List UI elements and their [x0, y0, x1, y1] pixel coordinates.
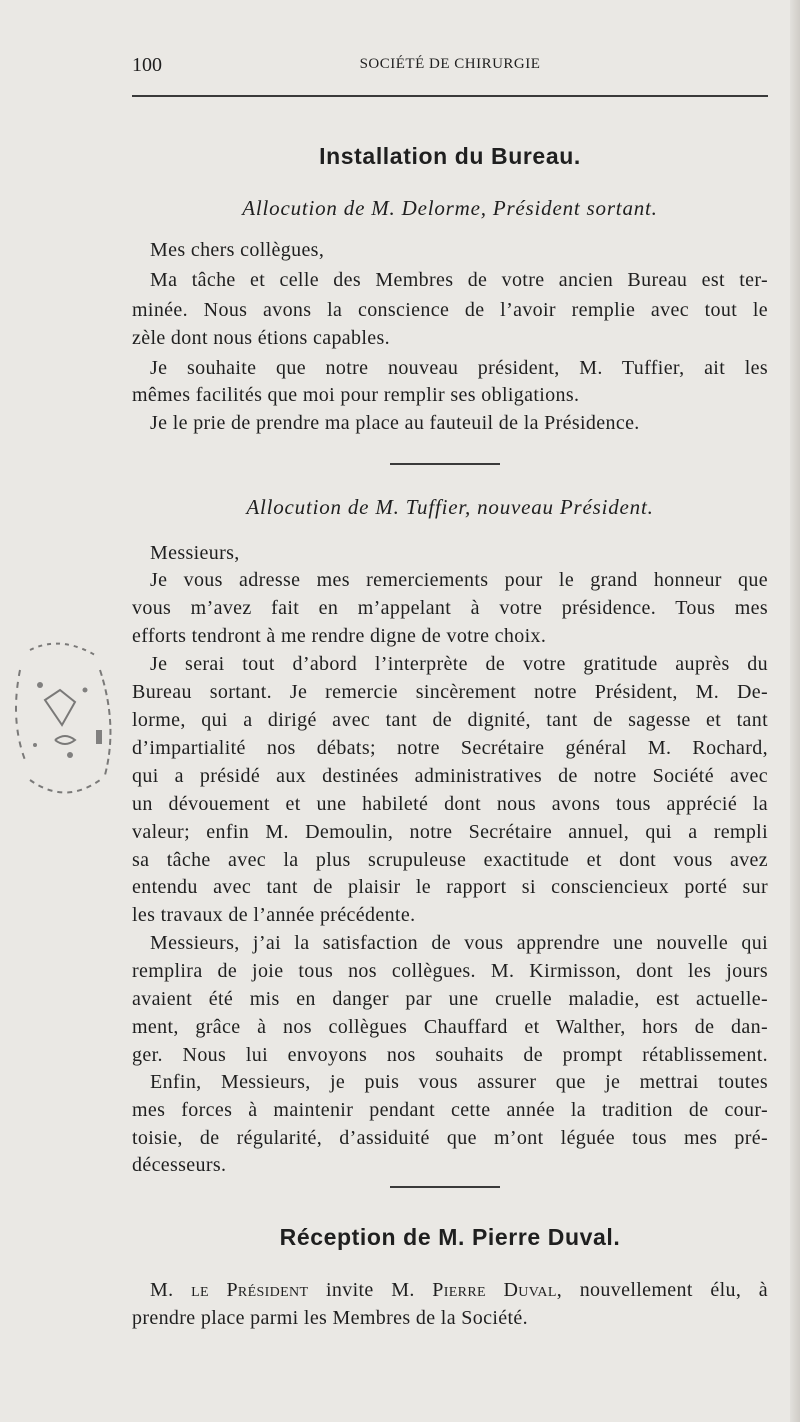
text-line: Je serai tout d’abord l’interprète de votre gratitude auprès du: [150, 653, 768, 675]
text-line: ger. Nous lui envoyons nos souhaits de prompt rétablissement.: [132, 1044, 768, 1066]
text-line: minée. Nous avons la conscience de l’avoir remplie avec tout le: [132, 299, 768, 321]
text-line: Je le prie de prendre ma place au fauteuil de la Présidence.: [150, 412, 640, 434]
subtitle-delorme: Allocution de M. Delorme, Président sortant.: [242, 196, 658, 220]
text-line: mes forces à maintenir pendant cette année la tradition de cour-: [132, 1099, 768, 1121]
text-line: Messieurs,: [150, 542, 240, 564]
text-line: Enfin, Messieurs, je puis vous assurer que je mettrai toutes: [150, 1071, 768, 1093]
page-number: 100: [132, 54, 162, 76]
library-stamp-icon: [0, 630, 130, 830]
text-name-duval: Pierre Duval: [432, 1279, 557, 1301]
text-line: vous m’avez fait en m’appelant à votre présidence. Tous mes: [132, 597, 768, 619]
text-line: les travaux de l’année précédente.: [132, 904, 416, 926]
text-line: entendu avec tant de plaisir le rapport si consciencieux porté sur: [132, 876, 768, 898]
text-line: efforts tendront à me rendre digne de votre choix.: [132, 625, 547, 647]
text-line: remplira de joie tous nos collègues. M. Kirmisson, dont les jours: [132, 960, 768, 982]
text-line: valeur; enfin M. Demoulin, notre Secrétaire annuel, qui a rempli: [132, 821, 768, 843]
section-title-installation: Installation du Bureau.: [319, 143, 581, 169]
text-line: Je souhaite que notre nouveau président, M. Tuffier, ait les: [150, 357, 768, 379]
subtitle-tuffier: Allocution de M. Tuffier, nouveau Président.: [246, 495, 654, 519]
text-invite: invite M.: [325, 1279, 415, 1301]
running-head: [132, 54, 768, 80]
running-title: SOCIÉTÉ DE CHIRURGIE: [359, 56, 541, 72]
text-line: toisie, de régularité, d’assiduité que m’ont léguée tous mes pré-: [132, 1127, 768, 1149]
section-separator: [390, 1186, 500, 1188]
text-line: mêmes facilités que moi pour remplir ses obligations.: [132, 384, 580, 406]
text-line: Mes chers collègues,: [150, 239, 325, 261]
section-separator: [390, 463, 500, 465]
text-line: Bureau sortant. Je remercie sincèrement notre Président, M. De-: [132, 681, 768, 703]
text-line: Messieurs, j’ai la satisfaction de vous apprendre une nouvelle qui: [150, 932, 768, 954]
page-edge: [790, 0, 800, 1422]
text-line: un dévouement et une habileté dont nous avons tous apprécié la: [132, 793, 768, 815]
text-line: ment, grâce à nos collègues Chauffard et Walther, hors de dan-: [132, 1016, 768, 1038]
header-rule: [132, 95, 768, 97]
text-line: Je vous adresse mes remerciements pour le grand honneur que: [150, 569, 768, 591]
text-line: qui a présidé aux destinées administratives de notre Société avec: [132, 765, 768, 787]
section-title-reception: Réception de M. Pierre Duval.: [279, 1224, 621, 1250]
text-rest: , nouvellement élu, à: [556, 1279, 768, 1301]
text-line: d’impartialité nos débats; notre Secrétaire général M. Rochard,: [132, 737, 768, 759]
text-line: sa tâche avec la plus scrupuleuse exactitude et dont vous avez: [132, 849, 768, 871]
text-line: avaient été mis en danger par une cruelle maladie, est actuelle-: [132, 988, 768, 1010]
text-line: lorme, qui a dirigé avec tant de dignité, tant de sagesse et tant: [132, 709, 768, 731]
text-line: zèle dont nous étions capables.: [132, 327, 390, 349]
text-line: décesseurs.: [132, 1154, 227, 1176]
text-line: Ma tâche et celle des Membres de votre ancien Bureau est ter-: [150, 269, 768, 291]
text-m: M.: [150, 1279, 174, 1301]
text-president: le Président: [191, 1279, 309, 1301]
text-line: prendre place parmi les Membres de la Société.: [132, 1307, 528, 1329]
text-line: [132, 1276, 768, 1304]
